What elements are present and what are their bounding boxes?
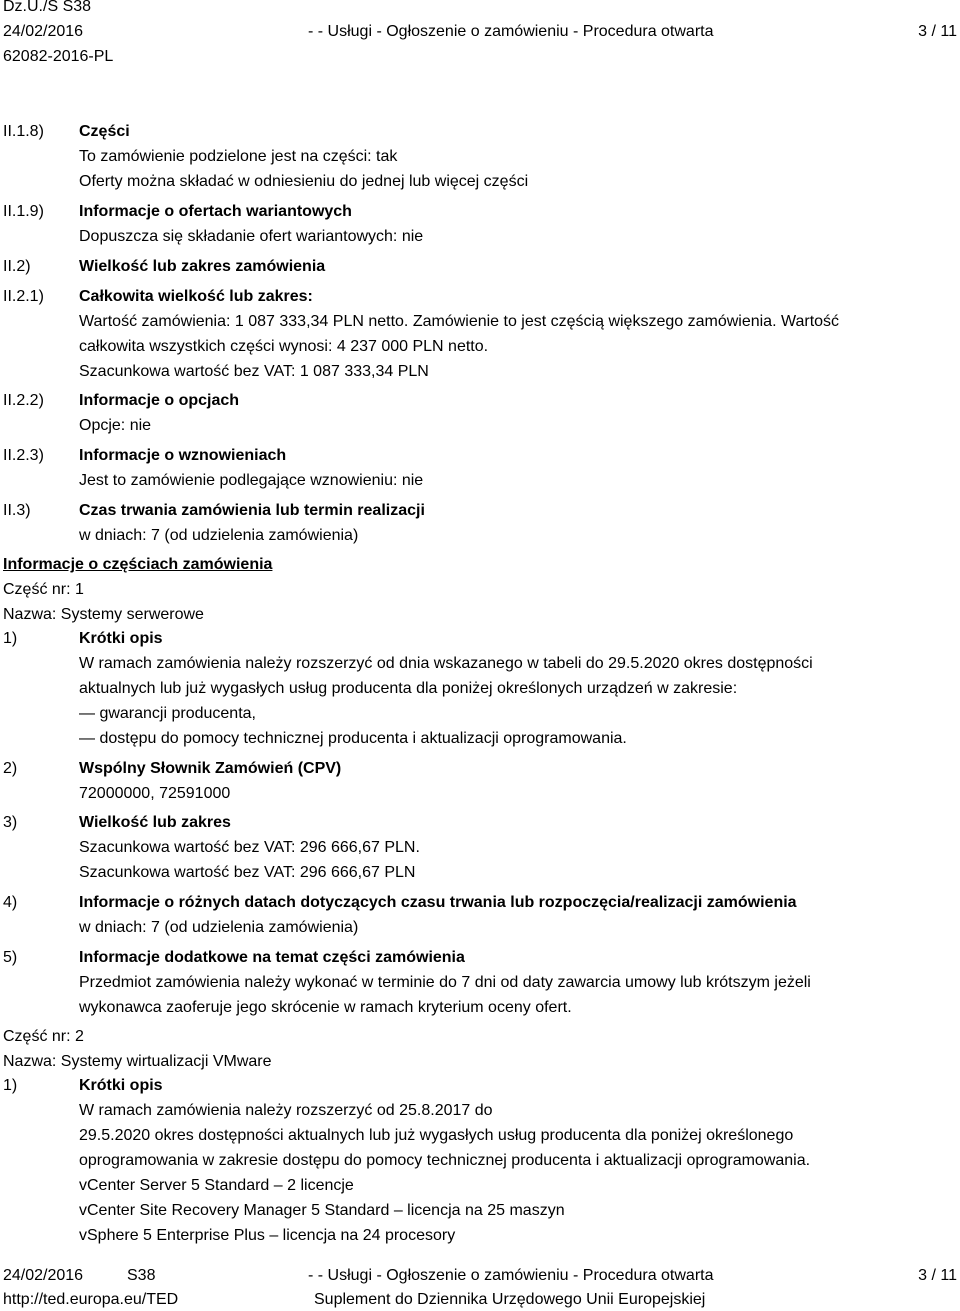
item-text: vSphere 5 Enterprise Plus – licencja na 24 procesory [79, 1227, 456, 1244]
footer-url-link[interactable]: http://ted.europa.eu/TED [3, 1291, 179, 1308]
section-text: w dniach: 7 (od udzielenia zamówienia) [79, 527, 359, 544]
item-text: oprogramowania w zakresie dostępu do pomocy technicznej producenta i aktualizacji oprogramowania. [79, 1152, 811, 1169]
part-number: Część nr: 2 [3, 1028, 84, 1045]
header-notice-id: 62082-2016-PL [3, 48, 114, 65]
header-journal: Dz.U./S S38 [3, 0, 92, 15]
item-title: Informacje dodatkowe na temat części zamówienia [79, 949, 465, 966]
section-number: II.2.2) [3, 392, 44, 409]
part-name: Nazwa: Systemy serwerowe [3, 606, 204, 623]
item-number: 2) [3, 760, 18, 777]
section-title: Informacje o wznowieniach [79, 447, 287, 464]
item-title: Informacje o różnych datach dotyczących czasu trwania lub rozpoczęcia/realizacji zamówienia [79, 894, 797, 911]
footer-series: S38 [127, 1267, 156, 1284]
section-number: II.2) [3, 258, 31, 275]
header-notice-type: - - Usługi - Ogłoszenie o zamówieniu - Procedura otwarta [308, 23, 714, 40]
section-text: Opcje: nie [79, 417, 152, 434]
section-number: II.1.9) [3, 203, 44, 220]
section-text: Oferty można składać w odniesieniu do jednej lub więcej części [79, 173, 529, 190]
item-text: w dniach: 7 (od udzielenia zamówienia) [79, 919, 359, 936]
item-text: W ramach zamówienia należy rozszerzyć od dnia wskazanego w tabeli do 29.5.2020 okres dostępności [79, 655, 813, 672]
item-text: vCenter Site Recovery Manager 5 Standard – licencja na 25 maszyn [79, 1202, 565, 1219]
item-text: wykonawca zaoferuje jego skrócenie w ramach kryterium oceny ofert. [79, 999, 572, 1016]
section-title: Czas trwania zamówienia lub termin realizacji [79, 502, 425, 519]
section-title: Całkowita wielkość lub zakres: [79, 288, 313, 305]
item-text: 29.5.2020 okres dostępności aktualnych lub już wygasłych usług producenta dla poniżej określonego [79, 1127, 794, 1144]
part-name: Nazwa: Systemy wirtualizacji VMware [3, 1053, 272, 1070]
footer-date: 24/02/2016 [3, 1267, 84, 1284]
item-text: Przedmiot zamówienia należy wykonać w terminie do 7 dni od daty zawarcia umowy lub krótszym jeżeli [79, 974, 811, 991]
footer-supplement: Suplement do Dziennika Urzędowego Unii Europejskiej [314, 1291, 706, 1308]
item-title: Wspólny Słownik Zamówień (CPV) [79, 760, 342, 777]
section-number: II.2.1) [3, 288, 44, 305]
section-title: Części [79, 123, 130, 140]
dash-list-item: — gwarancji producenta, [79, 704, 256, 724]
item-title: Wielkość lub zakres [79, 814, 231, 831]
section-text: całkowita wszystkich części wynosi: 4 237 000 PLN netto. [79, 338, 489, 355]
parts-heading: Informacje o częściach zamówienia [3, 556, 273, 573]
section-text: Dopuszcza się składanie ofert wariantowych: nie [79, 228, 424, 245]
part-number: Część nr: 1 [3, 581, 84, 598]
section-text: To zamówienie podzielone jest na części: tak [79, 148, 398, 165]
item-number: 3) [3, 814, 18, 831]
section-title: Informacje o opcjach [79, 392, 240, 409]
item-number: 4) [3, 894, 18, 911]
item-title: Krótki opis [79, 1077, 163, 1094]
section-number: II.2.3) [3, 447, 44, 464]
header-page-number: 3 / 11 [918, 23, 957, 40]
item-text: Szacunkowa wartość bez VAT: 296 666,67 PLN [79, 864, 416, 881]
item-text: Szacunkowa wartość bez VAT: 296 666,67 PLN. [79, 839, 420, 856]
section-title: Wielkość lub zakres zamówienia [79, 258, 326, 275]
section-title: Informacje o ofertach wariantowych [79, 203, 352, 220]
item-text: W ramach zamówienia należy rozszerzyć od 25.8.2017 do [79, 1102, 493, 1119]
item-number: 1) [3, 630, 18, 647]
section-number: II.1.8) [3, 123, 44, 140]
item-text: 72000000, 72591000 [79, 785, 231, 802]
item-number: 1) [3, 1077, 18, 1094]
item-number: 5) [3, 949, 18, 966]
section-text: Jest to zamówienie podlegające wznowieniu: nie [79, 472, 424, 489]
section-text: Wartość zamówienia: 1 087 333,34 PLN netto. Zamówienie to jest częścią większego zamówienia. Wartość [79, 313, 840, 330]
item-title: Krótki opis [79, 630, 163, 647]
item-text: vCenter Server 5 Standard – 2 licencje [79, 1177, 354, 1194]
header-date: 24/02/2016 [3, 23, 84, 40]
footer-notice-type: - - Usługi - Ogłoszenie o zamówieniu - Procedura otwarta [308, 1267, 714, 1284]
dash-list-item: — dostępu do pomocy technicznej producenta i aktualizacji oprogramowania. [79, 729, 627, 749]
footer-page-number: 3 / 11 [918, 1267, 957, 1284]
item-text: aktualnych lub już wygasłych usług producenta dla poniżej określonych urządzeń w zakresie: [79, 680, 738, 697]
section-number: II.3) [3, 502, 31, 519]
section-text: Szacunkowa wartość bez VAT: 1 087 333,34 PLN [79, 363, 429, 380]
